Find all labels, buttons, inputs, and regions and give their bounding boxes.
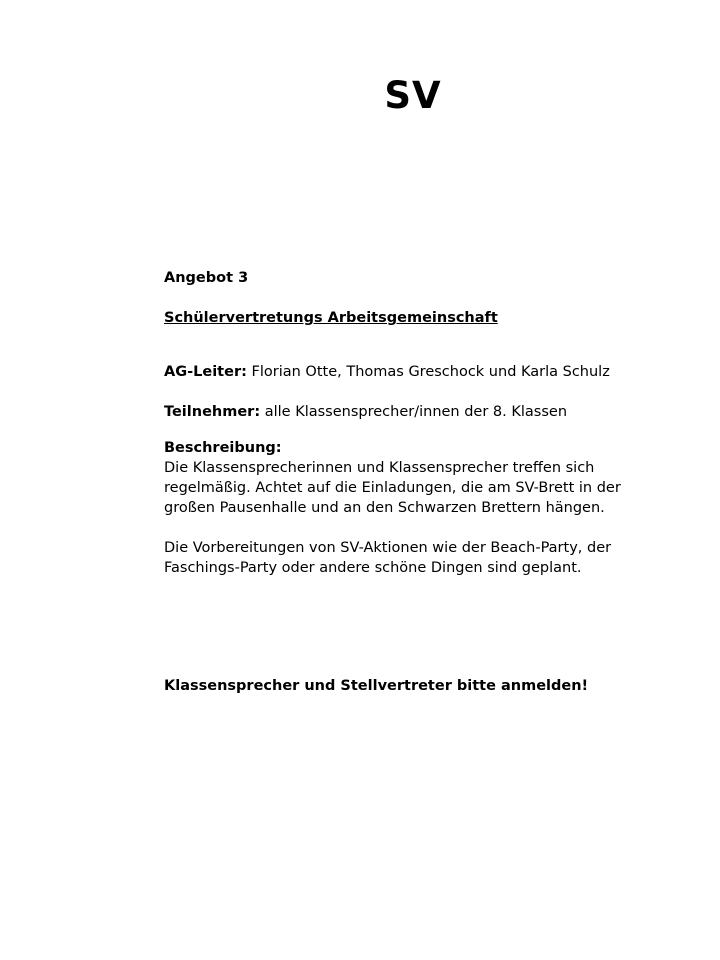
offer-number: Angebot 3 [164, 270, 249, 286]
participants-label: Teilnehmer: [164, 404, 261, 420]
leader-line [164, 362, 684, 382]
closing-note: Klassensprecher und Stellvertreter bitte anmelden! [164, 678, 589, 694]
spacer [164, 518, 684, 538]
spacer [164, 422, 684, 438]
page-title: SV [384, 74, 442, 117]
spacer [164, 328, 684, 362]
spacer [164, 288, 684, 308]
participants-line [164, 402, 684, 422]
description-line: Die Klassensprecherinnen und Klassensprecher treffen sich [164, 460, 595, 476]
leader-value: Florian Otte, Thomas Greschock und Karla Schulz [246, 364, 610, 380]
spacer [164, 382, 684, 402]
description-line: Faschings-Party oder andere schöne Dingen sind geplant. [164, 560, 582, 576]
leader-label: AG-Leiter: [164, 364, 247, 380]
description-line: großen Pausenhalle und an den Schwarzen Brettern hängen. [164, 500, 605, 516]
participants-value: alle Klassensprecher/innen der 8. Klassen [260, 404, 568, 420]
description-label: Beschreibung: [164, 440, 282, 456]
description-line: Die Vorbereitungen von SV-Aktionen wie der Beach-Party, der [164, 540, 612, 556]
section-heading: Schülervertretungs Arbeitsgemeinschaft [164, 310, 498, 326]
document-body [164, 268, 684, 696]
spacer [164, 578, 684, 676]
description-line: regelmäßig. Achtet auf die Einladungen, die am SV-Brett in der [164, 480, 621, 496]
